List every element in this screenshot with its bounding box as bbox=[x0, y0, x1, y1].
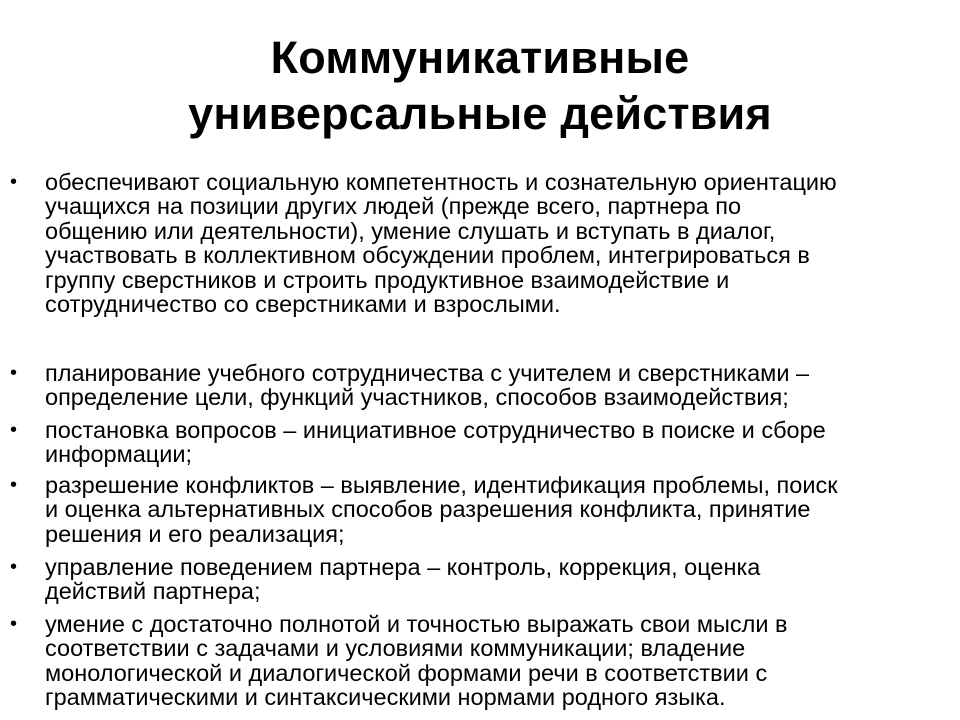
bullet-icon: • bbox=[10, 474, 18, 496]
bullet-text bbox=[45, 418, 955, 467]
text-line: обеспечивают социальную компетентность и сознательную ориентацию bbox=[45, 169, 837, 195]
text-line: определение цели, функций участников, способов взаимодействия; bbox=[45, 384, 789, 411]
text-line: соответствии с задачами и условиями коммуникации; владение bbox=[45, 635, 746, 662]
text-line: и оценка альтернативных способов разрешения конфликта, принятие bbox=[45, 496, 811, 523]
text-line: сотрудничество со сверстниками и взрослыми. bbox=[45, 291, 561, 318]
bullet-icon: • bbox=[10, 419, 18, 441]
bullet-icon: • bbox=[10, 171, 18, 193]
text-line: грамматическими и синтаксическими нормами родного языка. bbox=[45, 684, 726, 711]
bullet-text bbox=[45, 555, 955, 604]
bullet-text bbox=[45, 612, 955, 710]
bullet-text bbox=[45, 361, 955, 410]
text-line: учащихся на позиции других людей (прежде всего, партнера по bbox=[45, 193, 742, 220]
text-line: разрешение конфликтов – выявление, идентификация проблемы, поиск bbox=[45, 472, 838, 498]
bullet-icon: • bbox=[10, 556, 18, 578]
text-line: постановка вопросов – инициативное сотрудничество в поиске и сборе bbox=[45, 417, 826, 443]
text-line: группу сверстников и строить продуктивное взаимодействие и bbox=[45, 266, 730, 293]
title-line-1: Коммуникативные bbox=[270, 32, 690, 83]
text-line: действий партнера; bbox=[45, 578, 261, 605]
text-line: участвовать в коллективном обсуждении проблем, интегрироваться в bbox=[45, 242, 810, 269]
text-line: умение с достаточно полнотой и точностью выражать свои мысли в bbox=[45, 611, 788, 637]
bullet-icon: • bbox=[10, 362, 18, 384]
bullet-text bbox=[45, 170, 955, 316]
bullet-text bbox=[45, 473, 955, 546]
text-line: монологической и диалогической формами речи в соответствии с bbox=[45, 659, 768, 686]
title-line-2: универсальные действия bbox=[188, 88, 772, 139]
text-line: общению или деятельности), умение слушать и вступать в диалог, bbox=[45, 217, 776, 244]
text-line: информации; bbox=[45, 441, 193, 468]
text-line: управление поведением партнера – контроль, коррекция, оценка bbox=[45, 554, 761, 580]
text-line: решения и его реализация; bbox=[45, 520, 345, 547]
text-line: планирование учебного сотрудничества с учителем и сверстниками – bbox=[45, 360, 810, 386]
slide-title bbox=[0, 30, 960, 142]
bullet-icon: • bbox=[10, 613, 18, 635]
